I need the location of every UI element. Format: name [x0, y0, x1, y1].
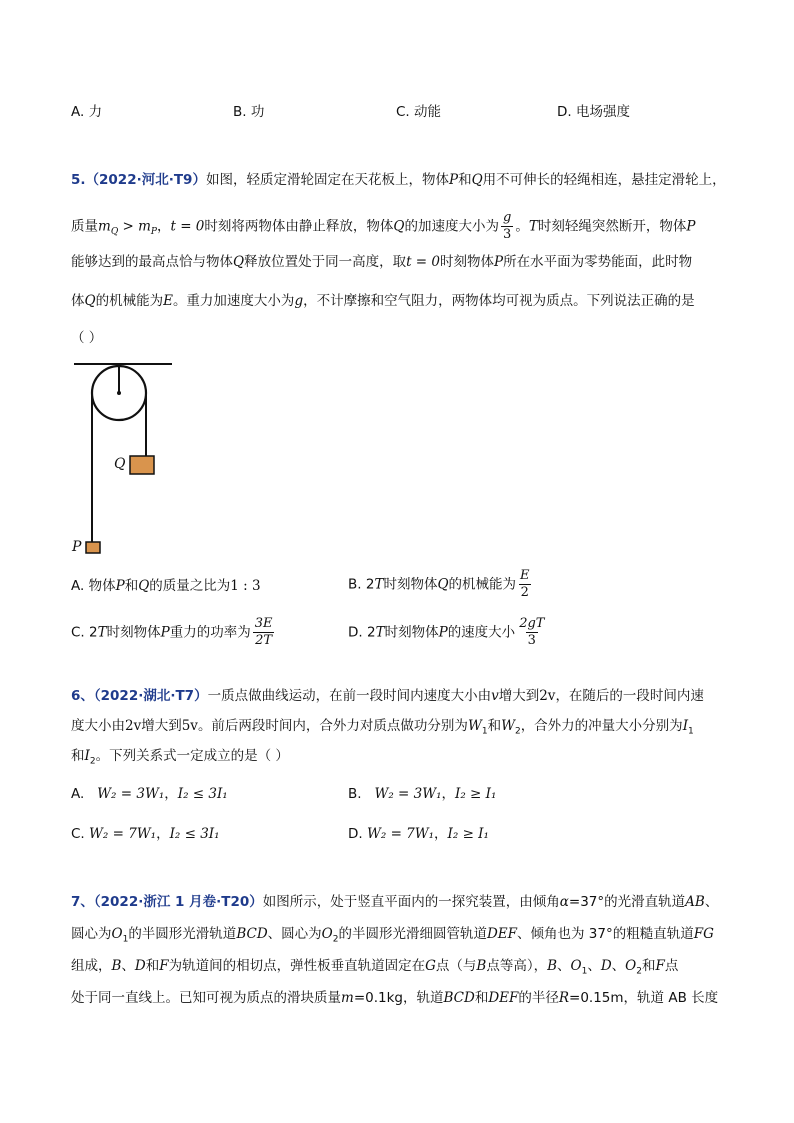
q6-option-d: D. W₂ = 7W₁，I₂ ≥ I₁ [348, 826, 489, 842]
pulley-axle [117, 391, 121, 395]
q6-line-3: 和$I_2$。下列关系式一定成立的是（ ） [71, 748, 289, 767]
q7-line-4: 处于同一直线上。已知可视为质点的滑块质量m=0.1kg，轨道BCD和DEF的半径R=0.15m，轨道 AB 长度 [71, 990, 719, 1006]
q5-option-b: B. 2T时刻物体Q的机械能为 $\frac{E}{2}$ [348, 568, 530, 600]
q5-option-d: D. 2T时刻物体P的速度大小 $\frac{2gT}{3}$ [348, 616, 545, 648]
q5-option-c: C. 2T时刻物体P重力的功率为 $\frac{3E}{2T}$ [71, 616, 273, 648]
q7-line-1: 7、（2022·浙江 1 月卷·T20）如图所示，处于竖直平面内的一探究装置，由倾角α=37°的光滑直轨道AB、 [71, 894, 719, 910]
prev-option-d: D. 电场强度 [557, 104, 630, 120]
q6-line-2: 度大小由2v增大到5v。前后两段时间内，合外力对质点做功分别为$W_1$和$W_2$，合外力的冲量大小分别为$I_1$ [71, 718, 694, 737]
prev-option-c: C. 动能 [396, 104, 442, 120]
q5-answer-paren: （ ） [71, 330, 103, 346]
q5-number: 5.（2022·河北·T9） [71, 172, 206, 188]
block-p [86, 542, 100, 553]
q5-line-2: 质量$m_Q > m_P$，t = 0时刻将两物体由静止释放，物体Q的加速度大小为 $\frac{g}{3}$ 。T时刻轻绳突然断开，物体P [71, 210, 696, 242]
q6-option-b: B. W₂ = 3W₁，I₂ ≥ I₁ [348, 786, 497, 802]
q7-number: 7、（2022·浙江 1 月卷·T20） [71, 894, 263, 910]
q5-fraction-g3: $\frac{g}{3}$ [502, 210, 512, 242]
q6-option-c: C. W₂ = 7W₁，I₂ ≤ 3I₁ [71, 826, 220, 842]
q5-option-a: A. 物体P和Q的质量之比为1 : 3 [71, 578, 261, 594]
q6-line-1: 6、（2022·湖北·T7）一质点做曲线运动，在前一段时间内速度大小由v增大到2v，在随后的一段时间内速 [71, 688, 704, 704]
label-q: Q [114, 456, 126, 472]
block-q [130, 456, 154, 474]
prev-option-b: B. 功 [233, 104, 265, 120]
q5-line-1: 5.（2022·河北·T9）如图，轻质定滑轮固定在天花板上，物体P和Q用不可伸长的轻绳相连，悬挂定滑轮上， [71, 172, 726, 188]
q6-option-a: A. W₂ = 3W₁，I₂ ≤ 3I₁ [71, 786, 228, 802]
q7-line-2: 圆心为$O_1$的半圆形光滑轨道BCD、圆心为$O_2$的半圆形光滑细圆管轨道DEF、倾角也为 37°的粗糙直轨道FG [71, 926, 714, 945]
q5-line-4: 体Q的机械能为E。重力加速度大小为g，不计摩擦和空气阻力，两物体均可视为质点。下列说法正确的是 [71, 293, 695, 309]
q7-line-3: 组成，B、D和F为轨道间的相切点，弹性板垂直轨道固定在G点（与B点等高），B、$O_1$、D、$O_2$和F点 [71, 958, 679, 977]
label-p: P [72, 539, 82, 555]
q6-number: 6、（2022·湖北·T7） [71, 688, 208, 704]
q5-line-3: 能够达到的最高点恰与物体Q释放位置处于同一高度，取t = 0时刻物体P所在水平面为零势能面，此时物 [71, 254, 693, 270]
prev-option-a: A. 力 [71, 104, 103, 120]
